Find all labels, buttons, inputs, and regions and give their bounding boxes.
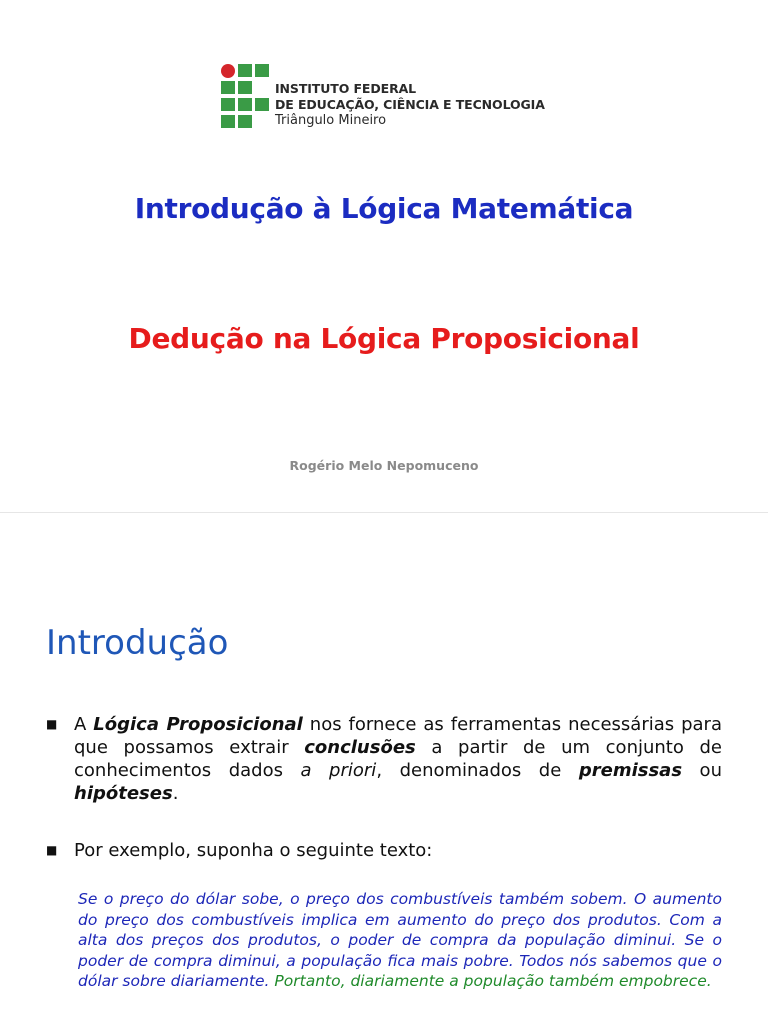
- bullet-square-icon: ■: [46, 843, 58, 857]
- logo-red-dot: [221, 64, 235, 78]
- institution-logo: [221, 64, 545, 129]
- presentation-title: Introdução à Lógica Matemática: [134, 192, 634, 225]
- slide-heading: Introdução: [46, 623, 229, 663]
- term-conclusoes: conclusões: [304, 737, 416, 758]
- author-name: Rogério Melo Nepomuceno: [289, 458, 479, 473]
- intro-slide: [0, 512, 768, 1024]
- term-hipoteses: hipóteses: [74, 783, 173, 804]
- presentation-subtitle: Dedução na Lógica Proposicional: [128, 322, 640, 355]
- logo-grid-icon: [221, 64, 269, 128]
- quote-blue-text: Se o preço do dólar sobe, o preço dos combustíveis também sobem. O aumento do preço dos combustíveis implica em aumento do preço dos produtos. Com a alta dos preços dos produtos, o poder de compra da população diminui. Se o poder de compra diminui, a população fica mais pobre. Todos nós sabemos que o dólar sobre diariamente.: [78, 890, 722, 990]
- bullet-item-2: [46, 839, 722, 862]
- bullet-text-2: Por exemplo, suponha o seguinte texto:: [74, 840, 433, 861]
- bullet-item-1: [46, 713, 722, 805]
- logo-text: [275, 81, 545, 129]
- logo-line2: DE EDUCAÇÃO, CIÊNCIA E TECNOLOGIA: [275, 97, 545, 112]
- logo-line1: INSTITUTO FEDERAL: [275, 81, 417, 96]
- bullet-square-icon: ■: [46, 717, 58, 731]
- term-premissas: premissas: [578, 760, 683, 781]
- quote-conclusion: Portanto, diariamente a população também empobrece.: [274, 972, 712, 990]
- logo-line3: Triângulo Mineiro: [275, 113, 387, 128]
- bullet-text-1: A Lógica Proposicional nos fornece as ferramentas necessárias para que possamos extrair conclusões a partir de um conjunto de conhecimentos dados a priori, denominados de premissas ou hipóteses.: [74, 714, 722, 804]
- term-logica-proposicional: Lógica Proposicional: [93, 714, 303, 735]
- example-quote: [78, 889, 722, 992]
- term-a-priori: a priori: [300, 760, 377, 781]
